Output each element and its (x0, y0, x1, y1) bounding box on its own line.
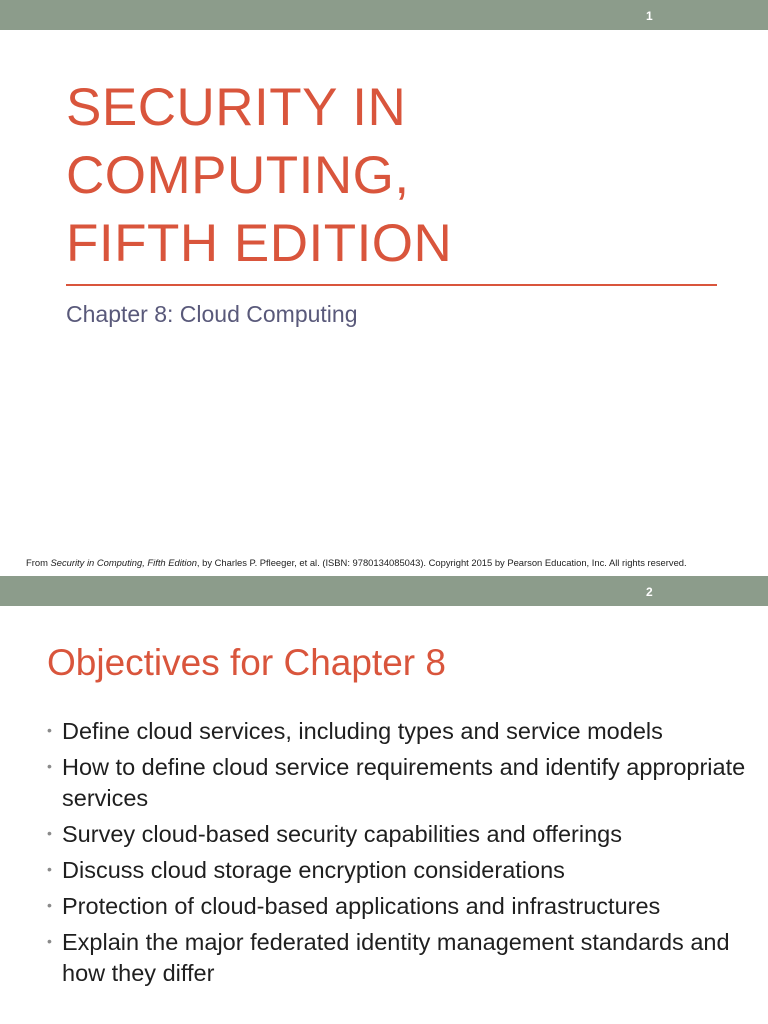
list-item (47, 855, 747, 886)
list-item-text: Explain the major federated identity management standards and how they differ (62, 929, 730, 986)
slide-title (66, 74, 726, 278)
slide-2 (0, 576, 768, 1024)
bullet-icon: • (47, 722, 52, 738)
bullet-icon: • (47, 897, 52, 913)
list-item (47, 819, 747, 850)
bullet-icon: • (47, 861, 52, 877)
slide-number: 1 (646, 9, 653, 23)
title-divider (66, 284, 717, 286)
footer-suffix: , by Charles P. Pfleeger, et al. (ISBN: 9780134085043). Copyright 2015 by Pearson Education, Inc. All rights reserved. (196, 557, 687, 568)
list-item (47, 891, 747, 922)
bullet-icon: • (47, 758, 52, 774)
footer-prefix: From (26, 557, 51, 568)
list-item-text: Define cloud services, including types and service models (62, 718, 663, 744)
slide-title-line: FIFTH EDITION (66, 214, 453, 273)
bullet-icon: • (47, 933, 52, 949)
list-item-text: Discuss cloud storage encryption considerations (62, 857, 565, 883)
slide-title: Objectives for Chapter 8 (47, 642, 446, 683)
objectives-list (47, 716, 747, 994)
list-item-text: Protection of cloud-based applications and infrastructures (62, 893, 661, 919)
footer-book-title: Security in Computing, Fifth Edition (50, 557, 197, 568)
slide-subtitle: Chapter 8: Cloud Computing (66, 301, 358, 327)
slide-title-line: COMPUTING, (66, 146, 410, 205)
list-item (47, 716, 747, 747)
copyright-footer (26, 557, 746, 568)
slide-number: 2 (646, 585, 653, 599)
bullet-icon: • (47, 825, 52, 841)
slide-title-line: SECURITY IN (66, 78, 407, 137)
slide-number-container (0, 576, 768, 606)
list-item (47, 927, 747, 989)
list-item-text: How to define cloud service requirements and identify appropriate services (62, 754, 746, 811)
slide-number-container (0, 0, 768, 30)
list-item-text: Survey cloud-based security capabilities and offerings (62, 821, 622, 847)
list-item (47, 752, 747, 814)
